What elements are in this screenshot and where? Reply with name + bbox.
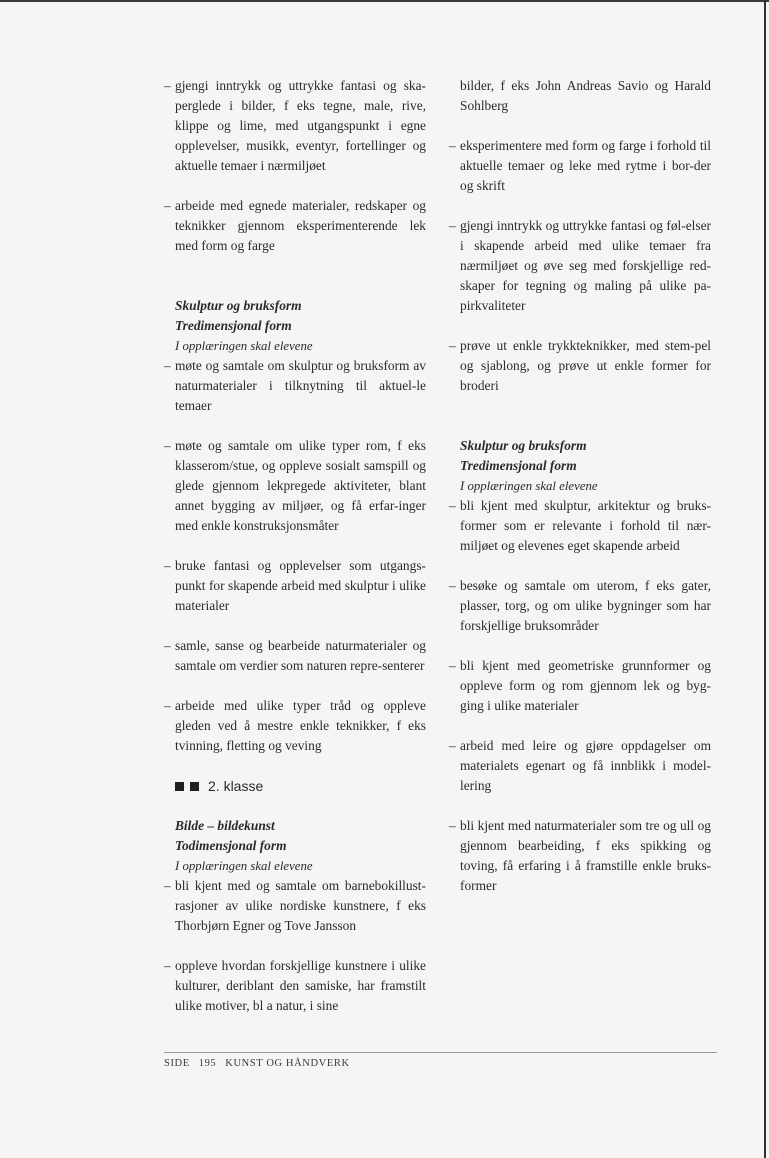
dash-bullet: – (449, 658, 456, 673)
dash-bullet: – (164, 78, 171, 93)
list-item: – besøke og samtale om uterom, f eks gater, plasser, torg, og om ulike bygninger som har forskjellige bruksområder (449, 578, 711, 633)
dash-bullet: – (164, 958, 171, 973)
dash-bullet: – (449, 218, 456, 233)
list-item-continuation: bilder, f eks John Andreas Savio og Harald Sohlberg (460, 78, 711, 113)
list-item: – eksperimentere med form og farge i forhold til aktuelle temaer og leke med rytme i bor-der og skrift (449, 138, 711, 193)
dash-bullet: – (164, 358, 171, 373)
dash-bullet: – (449, 138, 456, 153)
grade-label: 2. klasse (208, 778, 264, 794)
left-column (164, 76, 426, 1016)
dash-bullet: – (449, 578, 456, 593)
list-item: – møte og samtale om skulptur og bruksform av naturmaterialer i tilknytning til aktuel-le temaer (164, 358, 426, 413)
list-item: – arbeide med egnede materialer, redskaper og teknikker gjennom eksperimenterende lek med form og farge (164, 198, 426, 253)
section-subtitle: Tredimensjonal form (175, 318, 292, 333)
list-item: – bruke fantasi og opplevelser som utgangs-punkt for skapende arbeid med skulptur i ulike materialer (164, 558, 426, 613)
section-title: Bilde – bildekunst (175, 818, 275, 833)
list-item: – prøve ut enkle trykkteknikker, med stem-pel og sjablong, og prøve ut enkle former for broderi (449, 338, 711, 393)
section-title: Skulptur og bruksform (460, 438, 587, 453)
page-footer (164, 1058, 359, 1069)
section-intro: I opplæringen skal elevene (175, 339, 313, 353)
list-item: – arbeid med leire og gjøre oppdagelser om materialets egenart og få innblikk i model-lering (449, 738, 711, 793)
dash-bullet: – (449, 338, 456, 353)
dash-bullet: – (164, 558, 171, 573)
list-item: – oppleve hvordan forskjellige kunstnere i ulike kulturer, deriblant den samiske, har framstilt ulike motiver, bl a natur, i sine (164, 958, 426, 1013)
list-item: – arbeide med ulike typer tråd og oppleve gleden ved å mestre enkle teknikker, f eks tvinning, fletting og veving (164, 698, 426, 753)
list-item: – bli kjent med og samtale om barnebokillust-rasjoner av ulike nordiske kunstnere, f eks Thorbjørn Egner og Tove Jansson (164, 878, 426, 933)
list-item: – samle, sanse og bearbeide naturmaterialer og samtale om verdier som naturen repre-senterer (164, 638, 426, 673)
right-border-rule (764, 0, 766, 1158)
right-column (449, 76, 711, 896)
list-item: – møte og samtale om ulike typer rom, f eks klasserom/stue, og oppleve sosialt samspill og glede gjennom lekpregede aktiviteter, blant annet bygging av miljøer, og få erfar-inger med enkle konstruksjonsmåter (164, 438, 426, 533)
square-bullet-icon (175, 782, 184, 791)
section-heading-picture (164, 816, 426, 876)
dash-bullet: – (449, 738, 456, 753)
footer-subject: KUNST OG HÅNDVERK (225, 1058, 350, 1069)
list-item: – bli kjent med naturmaterialer som tre og ull og gjennom bearbeiding, f eks spikking og toving, få erfaring i å framstille enkle bruks-former (449, 818, 711, 893)
section-intro: I opplæringen skal elevene (460, 479, 598, 493)
dash-bullet: – (164, 438, 171, 453)
section-subtitle: Todimensjonal form (175, 838, 287, 853)
list-item: – bli kjent med geometriske grunnformer og oppleve form og rom gjennom lek og byg-ging i ulike materialer (449, 658, 711, 713)
page-number: 195 (198, 1058, 217, 1069)
grade-heading (164, 776, 426, 796)
square-bullet-icon (190, 782, 199, 791)
list-item: – gjengi inntrykk og uttrykke fantasi og ska-perglede i bilder, f eks tegne, male, rive, klippe og lime, med utgangspunkt i egne opplevelser, musikk, eventyr, fortellinger og aktuelle temaer i nærmiljøet (164, 78, 426, 173)
footer-divider (164, 1052, 717, 1053)
list-item: – bli kjent med skulptur, arkitektur og bruks-former som er relevante i forhold til nær-miljøet og elevenes eget skapende arbeid (449, 498, 711, 553)
section-intro: I opplæringen skal elevene (175, 859, 313, 873)
top-border-rule (0, 0, 769, 2)
dash-bullet: – (164, 698, 171, 713)
section-subtitle: Tredimensjonal form (460, 458, 577, 473)
section-heading-sculpture (164, 296, 426, 356)
dash-bullet: – (164, 638, 171, 653)
list-item: – gjengi inntrykk og uttrykke fantasi og føl-elser i skapende arbeid med ulike temaer fra nærmiljøet og øve seg med forskjellige red-skaper for tegning og maling på ulike pa-pirkvaliteter (449, 218, 711, 313)
dash-bullet: – (164, 198, 171, 213)
footer-side-label: SIDE (164, 1058, 190, 1069)
section-title: Skulptur og bruksform (175, 298, 302, 313)
dash-bullet: – (449, 818, 456, 833)
dash-bullet: – (164, 878, 171, 893)
dash-bullet: – (449, 498, 456, 513)
section-heading-sculpture (449, 436, 711, 496)
